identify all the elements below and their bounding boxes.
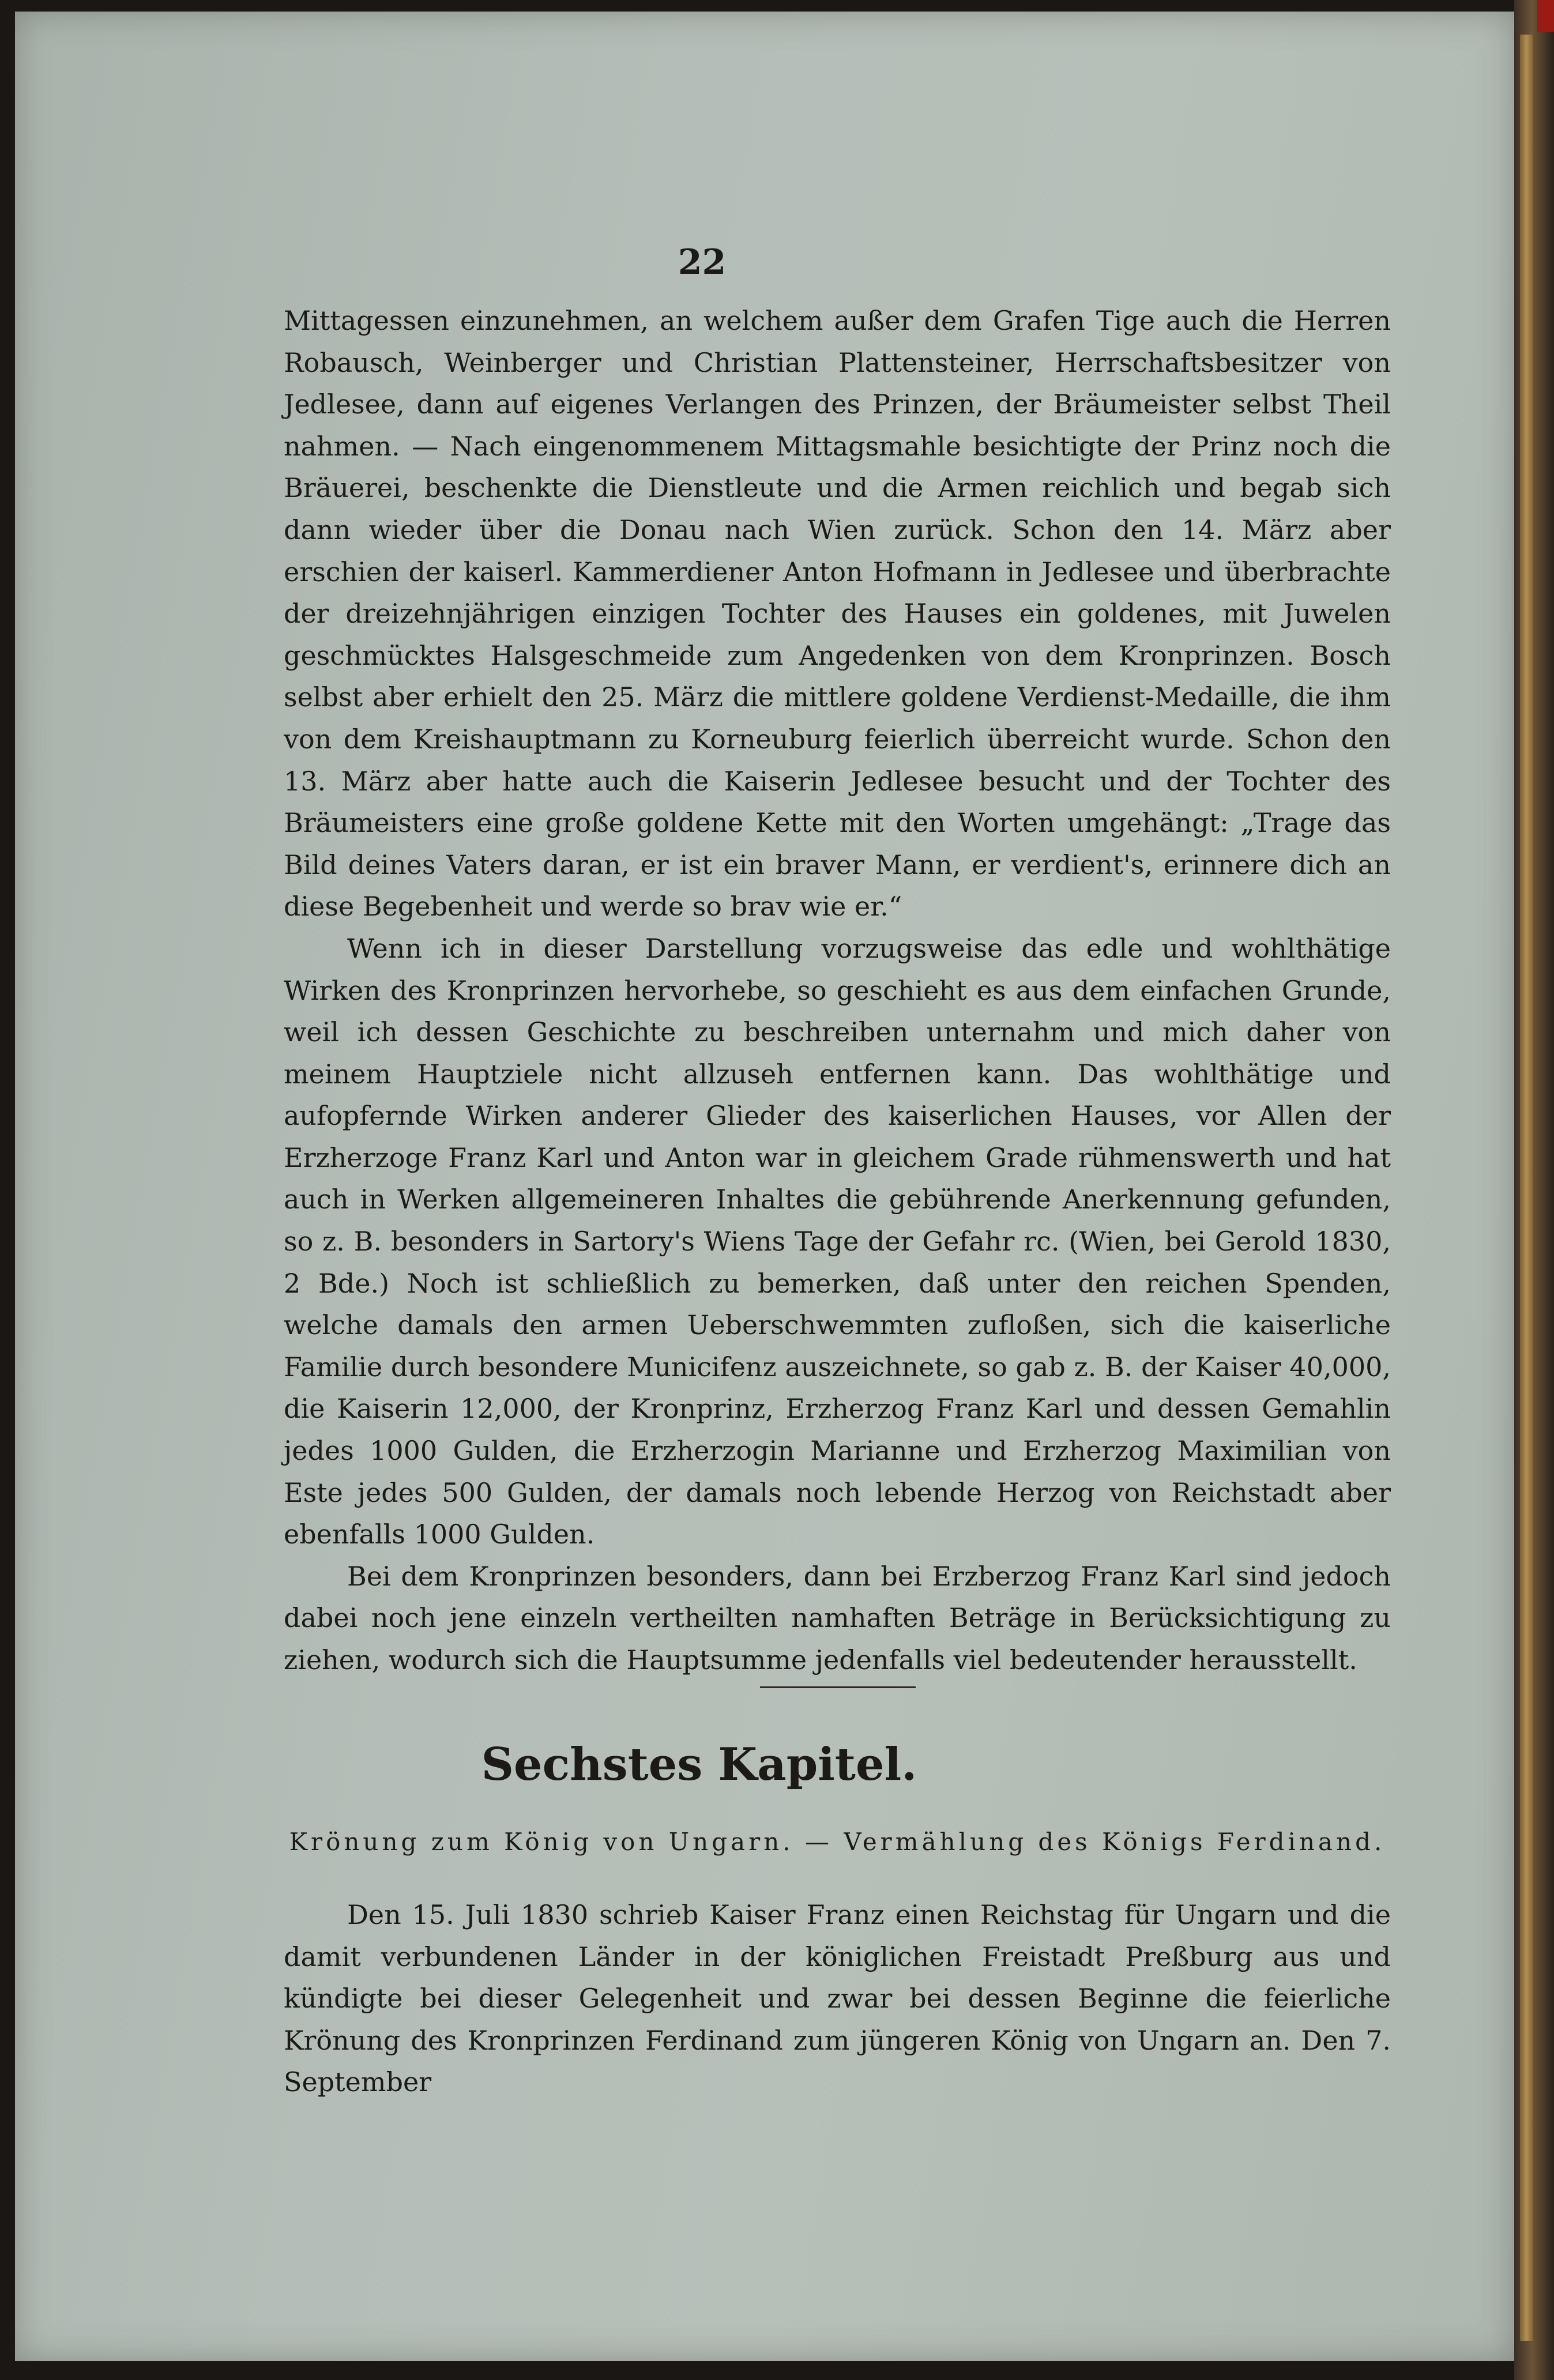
- chapter-paragraph-1: Den 15. Juli 1830 schrieb Kaiser Franz einen Reichstag für Ungarn und die damit verbundenen Länder in der königlichen Freistadt Preßburg aus und kündigte bei dieser Gelegenheit und zwar bei dessen Beginne die feierliche Krönung des Kronprinzen Ferdinand zum jüngeren König von Ungarn an. Den 7. September: [284, 1899, 1391, 2098]
- gilt-edge: [1520, 35, 1533, 2341]
- chapter-subtitle: Krönung zum König von Ungarn. — Vermählung des Königs Ferdinand.: [289, 1828, 1386, 1856]
- paragraph-3: Bei dem Kronprinzen besonders, dann bei Erzberzog Franz Karl sind jedoch dabei noch jene einzeln vertheilten namhaften Beträge in Berücksichtigung zu ziehen, wodurch sich die Hauptsumme jedenfalls viel bedeutender herausstellt.: [284, 1560, 1391, 1675]
- section-divider: [760, 1686, 916, 1688]
- page-number: 22: [678, 242, 727, 283]
- red-corner-mark: [1537, 0, 1554, 32]
- chapter-title: Sechstes Kapitel.: [481, 1738, 917, 1791]
- paragraph-2: Wenn ich in dieser Darstellung vorzugsweise das edle und wohlthätige Wirken des Kronprinzen hervorhebe, so geschieht es aus dem einfachen Grunde, weil ich dessen Geschichte zu beschreiben unternahm und mich daher von meinem Hauptziele nicht allzuseh entfernen kann. Das wohlthätige und aufopfernde Wirken anderer Glieder des kaiserlichen Hauses, vor Allen der Erzherzoge Franz Karl und Anton war in gleichem Grade rühmenswerth und hat auch in Werken allgemeineren Inhaltes die gebührende Anerkennung gefunden, so z. B. besonders in Sartory's Wiens Tage der Gefahr rc. (Wien, bei Gerold 1830, 2 Bde.) Noch ist schließlich zu bemerken, daß unter den reichen Spenden, welche damals den armen Ueberschwemmten zufloßen, sich die kaiserliche Familie durch besondere Municifenz auszeichnete, so gab z. B. der Kaiser 40,000, die Kaiserin 12,000, der Kronprinz, Erzherzog Franz Karl und dessen Gemahlin jedes 1000 Gulden, die Erzherzogin Marianne und Erzherzog Maximilian von Este jedes 500 Gulden, der damals noch lebende Herzog von Reichstadt aber ebenfalls 1000 Gulden.: [284, 932, 1391, 1550]
- chapter-body: [284, 1894, 1391, 2103]
- body-text: [284, 300, 1391, 1681]
- book-spine-edge: [1514, 0, 1554, 2380]
- paragraph-1: Mittagessen einzunehmen, an welchem außer dem Grafen Tige auch die Herren Robausch, Weinberger und Christian Plattensteiner, Herrschaftsbesitzer von Jedlesee, dann auf eigenes Verlangen des Prinzen, der Bräumeister selbst Theil nahmen. — Nach eingenommenem Mittagsmahle besichtigte der Prinz noch die Bräuerei, beschenkte die Dienstleute und die Armen reichlich und begab sich dann wieder über die Donau nach Wien zurück. Schon den 14. März aber erschien der kaiserl. Kammerdiener Anton Hofmann in Jedlesee und überbrachte der dreizehnjährigen einzigen Tochter des Hauses ein goldenes, mit Juwelen geschmücktes Halsgeschmeide zum Angedenken von dem Kronprinzen. Bosch selbst aber erhielt den 25. März die mittlere goldene Verdienst-Medaille, die ihm von dem Kreishauptmann zu Korneuburg feierlich überreicht wurde. Schon den 13. März aber hatte auch die Kaiserin Jedlesee besucht und der Tochter des Bräumeisters eine große goldene Kette mit den Worten umgehängt: „Trage das Bild deines Vaters daran, er ist ein braver Mann, er verdient's, erinnere dich an diese Begebenheit und werde so brav wie er.“: [284, 305, 1391, 922]
